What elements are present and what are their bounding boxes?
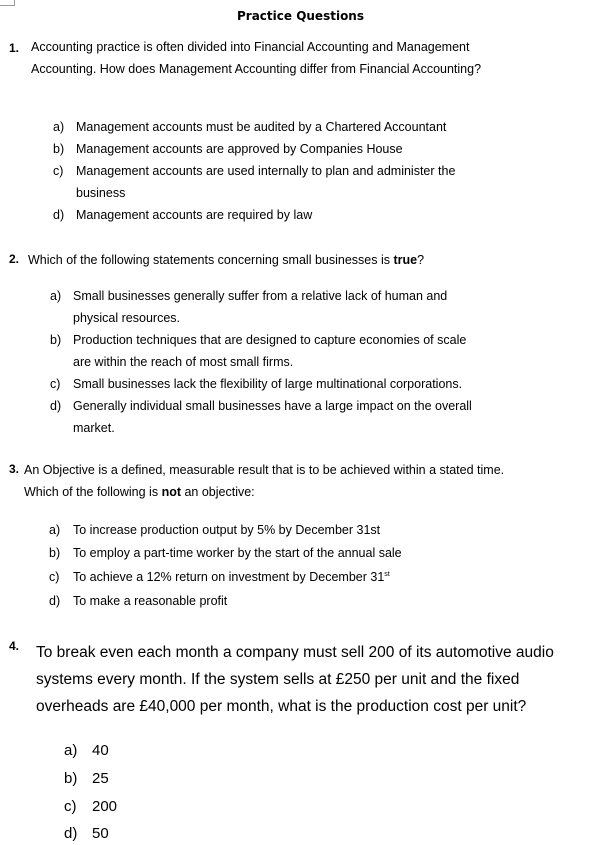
option-text: To make a reasonable profit bbox=[73, 594, 228, 608]
option-text: 200 bbox=[92, 798, 118, 815]
page-corner-mark bbox=[0, 0, 15, 6]
option-letter: a) bbox=[49, 523, 61, 537]
question-number: 1. bbox=[9, 41, 20, 55]
question-text-start: Which of the following statements concerning small businesses is bbox=[28, 253, 394, 267]
option-text: Small businesses generally suffer from a relative lack of human and physical resources. bbox=[73, 289, 448, 325]
question-text bbox=[28, 249, 568, 271]
option-letter: a) bbox=[64, 742, 78, 759]
question-emphasis: not bbox=[161, 485, 181, 499]
option-letter: c) bbox=[49, 570, 60, 584]
option-letter: c) bbox=[50, 377, 61, 391]
option-text: Generally individual small businesses have a large impact on the overall market. bbox=[73, 399, 472, 435]
question-text-end: an objective: bbox=[181, 485, 255, 499]
option-text: To employ a part-time worker by the start of the annual sale bbox=[73, 546, 402, 560]
page-title: Practice Questions bbox=[236, 9, 364, 23]
question-number: 2. bbox=[9, 252, 20, 266]
option-letter: b) bbox=[50, 333, 62, 347]
question-emphasis: true bbox=[393, 253, 418, 267]
option-text: 25 bbox=[92, 770, 109, 787]
option-letter: c) bbox=[64, 798, 77, 815]
option-text: 50 bbox=[92, 825, 109, 842]
ordinal-superscript: st bbox=[384, 570, 390, 578]
option-letter: b) bbox=[64, 770, 78, 787]
option-text bbox=[73, 566, 483, 588]
option-text: Small businesses lack the flexibility of large multinational corporations. bbox=[73, 377, 463, 391]
option-letter: d) bbox=[53, 208, 65, 222]
option-letter: c) bbox=[53, 164, 64, 178]
option-letter: b) bbox=[53, 142, 65, 156]
question-number: 4. bbox=[9, 639, 20, 653]
option-text: Management accounts are required by law bbox=[76, 208, 313, 222]
option-letter: a) bbox=[50, 289, 62, 303]
option-text: Management accounts are used internally to plan and administer the business bbox=[76, 164, 456, 200]
question-text-start: An Objective is a defined, measurable result that is to be achieved within a stated time. Which of the following is bbox=[24, 463, 505, 499]
option-letter: d) bbox=[49, 594, 61, 608]
option-text-main: To achieve a 12% return on investment by December 31 bbox=[73, 570, 385, 584]
option-letter: b) bbox=[49, 546, 61, 560]
option-text: To increase production output by 5% by December 31st bbox=[73, 523, 381, 537]
question-text bbox=[24, 459, 519, 503]
option-text: Production techniques that are designed to capture economies of scale are within the reach of most small firms. bbox=[73, 333, 467, 369]
option-text: Management accounts are approved by Companies House bbox=[76, 142, 403, 156]
option-letter: a) bbox=[53, 120, 65, 134]
option-text: Management accounts must be audited by a Chartered Accountant bbox=[76, 120, 447, 134]
option-letter: d) bbox=[64, 825, 78, 842]
option-text: 40 bbox=[92, 742, 109, 759]
question-number: 3. bbox=[9, 462, 20, 476]
question-text-end: ? bbox=[417, 253, 425, 267]
question-text: Accounting practice is often divided into Financial Accounting and Management Accounting. How does Management Accounting differ from Financial Accounting? bbox=[31, 40, 482, 76]
option-letter: d) bbox=[50, 399, 62, 413]
question-text: To break even each month a company must sell 200 of its automotive audio systems every month. If the system sells at £250 per unit and the fixed overheads are £40,000 per month, what is the production cost per unit? bbox=[36, 644, 554, 715]
